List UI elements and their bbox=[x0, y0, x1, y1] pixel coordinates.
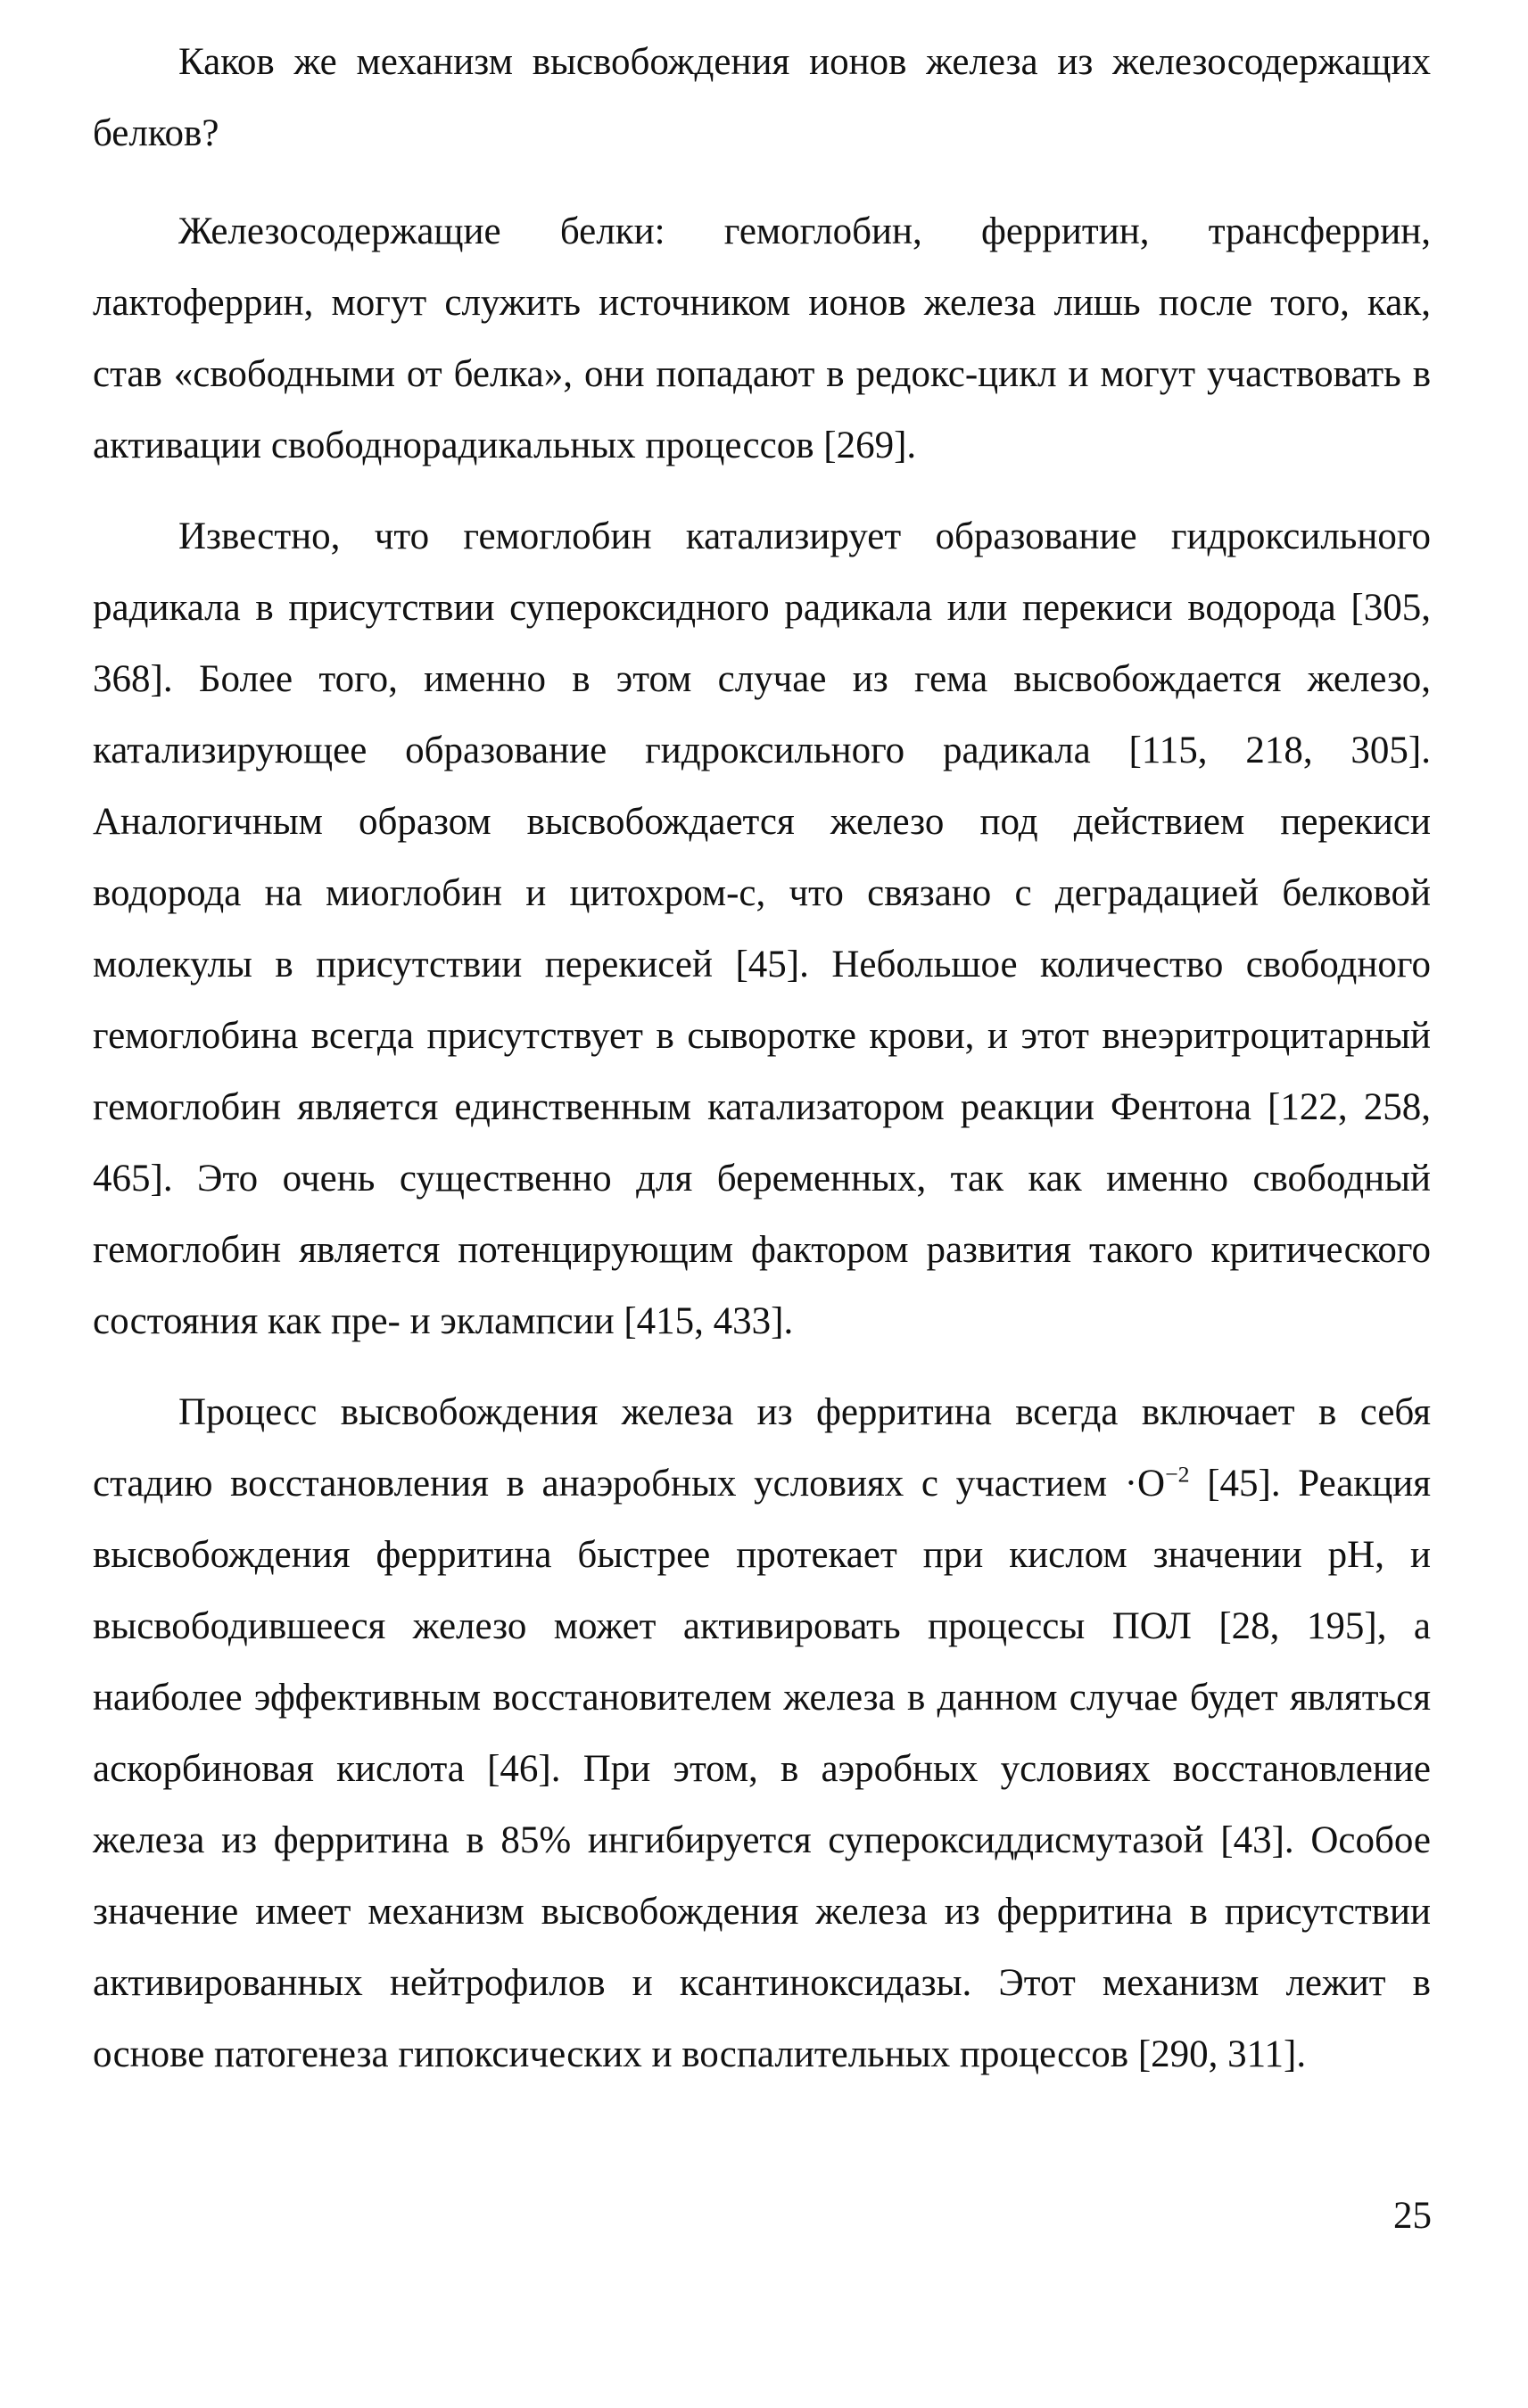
paragraph-3: Известно, что гемоглобин катализирует образование гидроксильного радикала в присутствии супероксидного радикала или перекиси водорода [305, 368]. Более того, именно в этом случае из гема высвобождается железо, катализирующее образование гидроксильного радикала [115, 218, 305]. Аналогичным образом высвобождается железо под действием перекиси водорода на миоглобин и цитохром-с, что связано с деградацией белковой молекулы в присутствии перекисей [45]. Небольшое количество свободного гемоглобина всегда присутствует в сыворотке крови, и этот внеэритроцитарный гемоглобин является единственным катализатором реакции Фентона [122, 258, 465]. Это очень существенно для беременных, так как именно свободный гемоглобин является потенцирующим фактором развития такого критического состояния как пре- и эклампсии [415, 433]. bbox=[93, 515, 1431, 1342]
superoxide-superscript: −2 bbox=[1165, 1461, 1190, 1488]
document-body bbox=[93, 27, 1431, 2110]
paragraph-4 bbox=[93, 1377, 1431, 2091]
paragraph-1: Каков же механизм высвобождения ионов железа из железосодержащих белков? bbox=[93, 41, 1431, 154]
paragraph-4-part-1: Процесс высвобождения железа из ферритина всегда включает в себя стадию восстановления в анаэробных условиях с участием ·O bbox=[93, 1391, 1431, 1505]
page-number: 25 bbox=[1393, 2195, 1432, 2237]
paragraph-4-part-2: [45]. Реакция высвобождения ферритина быстрее протекает при кислом значении pH, и высвободившееся железо может активировать процессы ПОЛ [28, 195], а наиболее эффективным восстановителем железа в данном случае будет являться аскорбиновая кислота [46]. При этом, в аэробных условиях восстановление железа из ферритина в 85% ингибируется супероксиддисмутазой [43]. Особое значение имеет механизм высвобождения железа из ферритина в присутствии активированных нейтрофилов и ксантиноксидазы. Этот механизм лежит в основе патогенеза гипоксических и воспалительных процессов [290, 311]. bbox=[93, 1463, 1431, 2075]
paragraph-2: Железосодержащие белки: гемоглобин, ферритин, трансферрин, лактоферрин, могут служить источником ионов железа лишь после того, как, став «свободными от белка», они попадают в редокс-цикл и могут участвовать в активации свободнорадикальных процессов [269]. bbox=[93, 210, 1431, 466]
